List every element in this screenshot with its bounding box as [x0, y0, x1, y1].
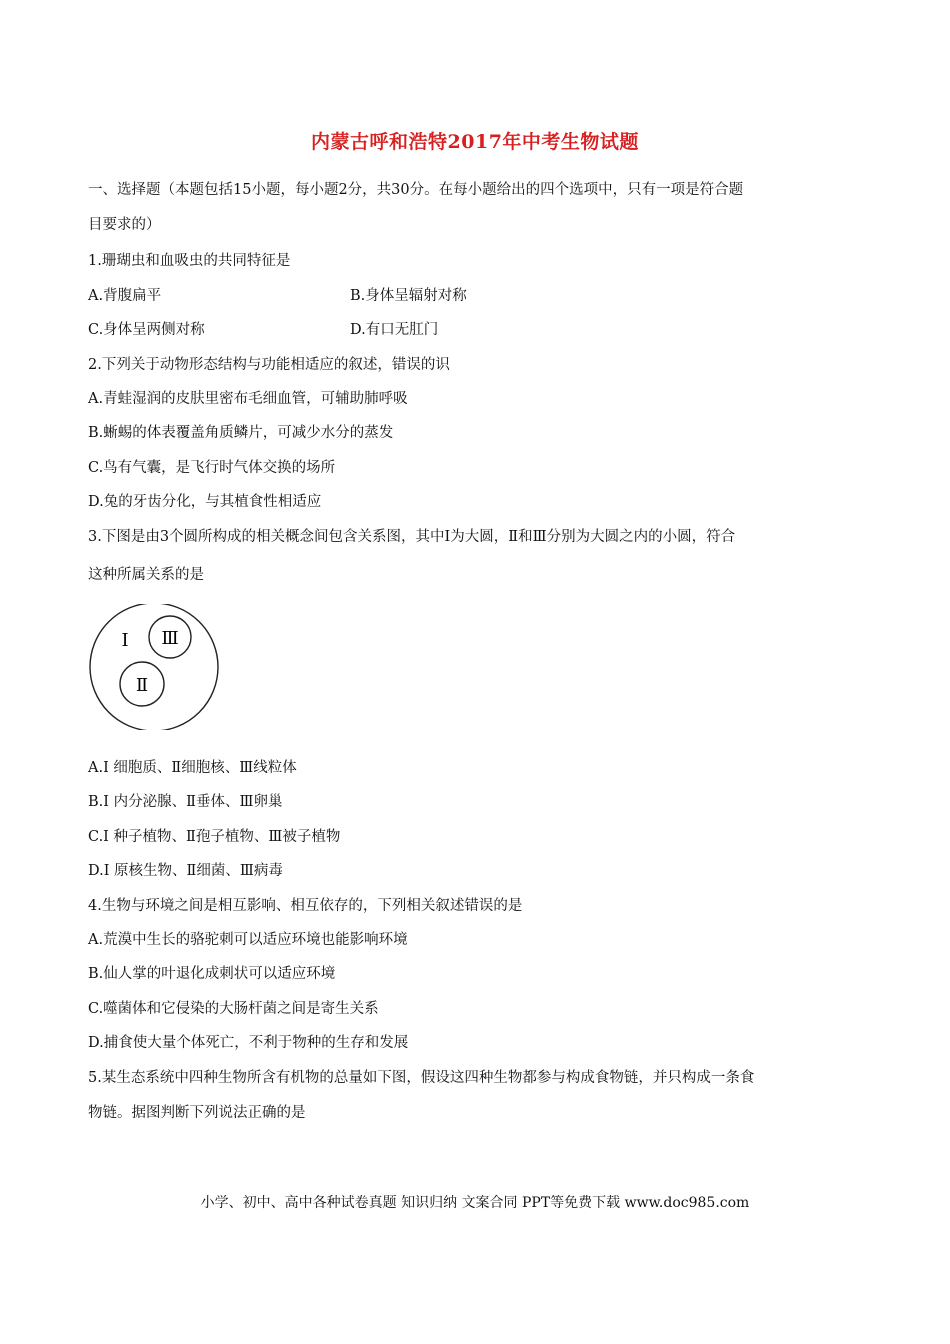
venn-diagram — [86, 604, 222, 730]
q4-option-b: B.仙人掌的叶退化成刺状可以适应环境 — [88, 966, 336, 982]
q2-option-c: C.鸟有气囊，是飞行时气体交换的场所 — [88, 460, 336, 476]
q4-option-c: C.噬菌体和它侵染的大肠杆菌之间是寄生关系 — [88, 1001, 379, 1017]
q2-option-a: A.青蛙湿润的皮肤里密布毛细血管，可辅助肺呼吸 — [88, 391, 408, 407]
q1-option-b: B.身体呈辐射对称 — [350, 288, 467, 304]
q5-stem-line2: 物链。据图判断下列说法正确的是 — [88, 1105, 306, 1121]
q1-option-a: A.背腹扁平 — [88, 288, 162, 304]
q1-option-d: D.有口无肛门 — [350, 322, 439, 338]
q3-option-c: C.Ⅰ 种子植物、Ⅱ孢子植物、Ⅲ被子植物 — [88, 829, 341, 845]
q3-option-a: A.Ⅰ 细胞质、Ⅱ细胞核、Ⅲ线粒体 — [88, 760, 297, 776]
q4-stem: 4.生物与环境之间是相互影响、相互依存的，下列相关叙述错误的是 — [88, 898, 523, 914]
q4-option-d: D.捕食使大量个体死亡，不利于物种的生存和发展 — [88, 1035, 409, 1051]
q3-stem-line1: 3.下图是由3个圆所构成的相关概念间包含关系图，其中Ⅰ为大圆，Ⅱ和Ⅲ分别为大圆之内的小圆，符合 — [88, 529, 736, 545]
venn-label-small-a: Ⅲ — [161, 628, 179, 649]
q2-option-d: D.兔的牙齿分化，与其植食性相适应 — [88, 494, 322, 510]
q5-stem-line1: 5.某生态系统中四种生物所含有机物的总量如下图，假设这四种生物都参与构成食物链，并只构成一条食 — [88, 1070, 755, 1086]
q1-option-c: C.身体呈两侧对称 — [88, 322, 205, 338]
q4-option-a: A.荒漠中生长的骆驼刺可以适应环境也能影响环境 — [88, 932, 408, 948]
page-footer: 小学、初中、高中各种试卷真题 知识归纳 文案合同 PPT等免费下载 www.doc985.com — [200, 1195, 750, 1211]
q1-stem: 1.珊瑚虫和血吸虫的共同特征是 — [88, 253, 291, 269]
q1-options-row2 — [88, 320, 588, 340]
section-intro-line1: 一、选择题（本题包括15小题，每小题2分，共30分。在每小题给出的四个选项中，只有一项是符合题 — [88, 182, 744, 198]
q3-stem-line2: 这种所属关系的是 — [88, 567, 204, 583]
q3-option-b: B.Ⅰ 内分泌腺、Ⅱ垂体、Ⅲ卵巢 — [88, 794, 283, 810]
q1-options-row1 — [88, 286, 588, 306]
q3-option-d: D.Ⅰ 原核生物、Ⅱ细菌、Ⅲ病毒 — [88, 863, 283, 879]
q2-option-b: B.蜥蜴的体表覆盖角质鳞片，可减少水分的蒸发 — [88, 425, 394, 441]
venn-label-big: Ⅰ — [121, 630, 129, 651]
section-intro-line2: 目要求的） — [88, 217, 161, 233]
q2-stem: 2.下列关于动物形态结构与功能相适应的叙述，错误的识 — [88, 357, 450, 373]
venn-label-small-b: Ⅱ — [135, 675, 149, 696]
page-title: 内蒙古呼和浩特2017年中考生物试题 — [311, 131, 639, 153]
